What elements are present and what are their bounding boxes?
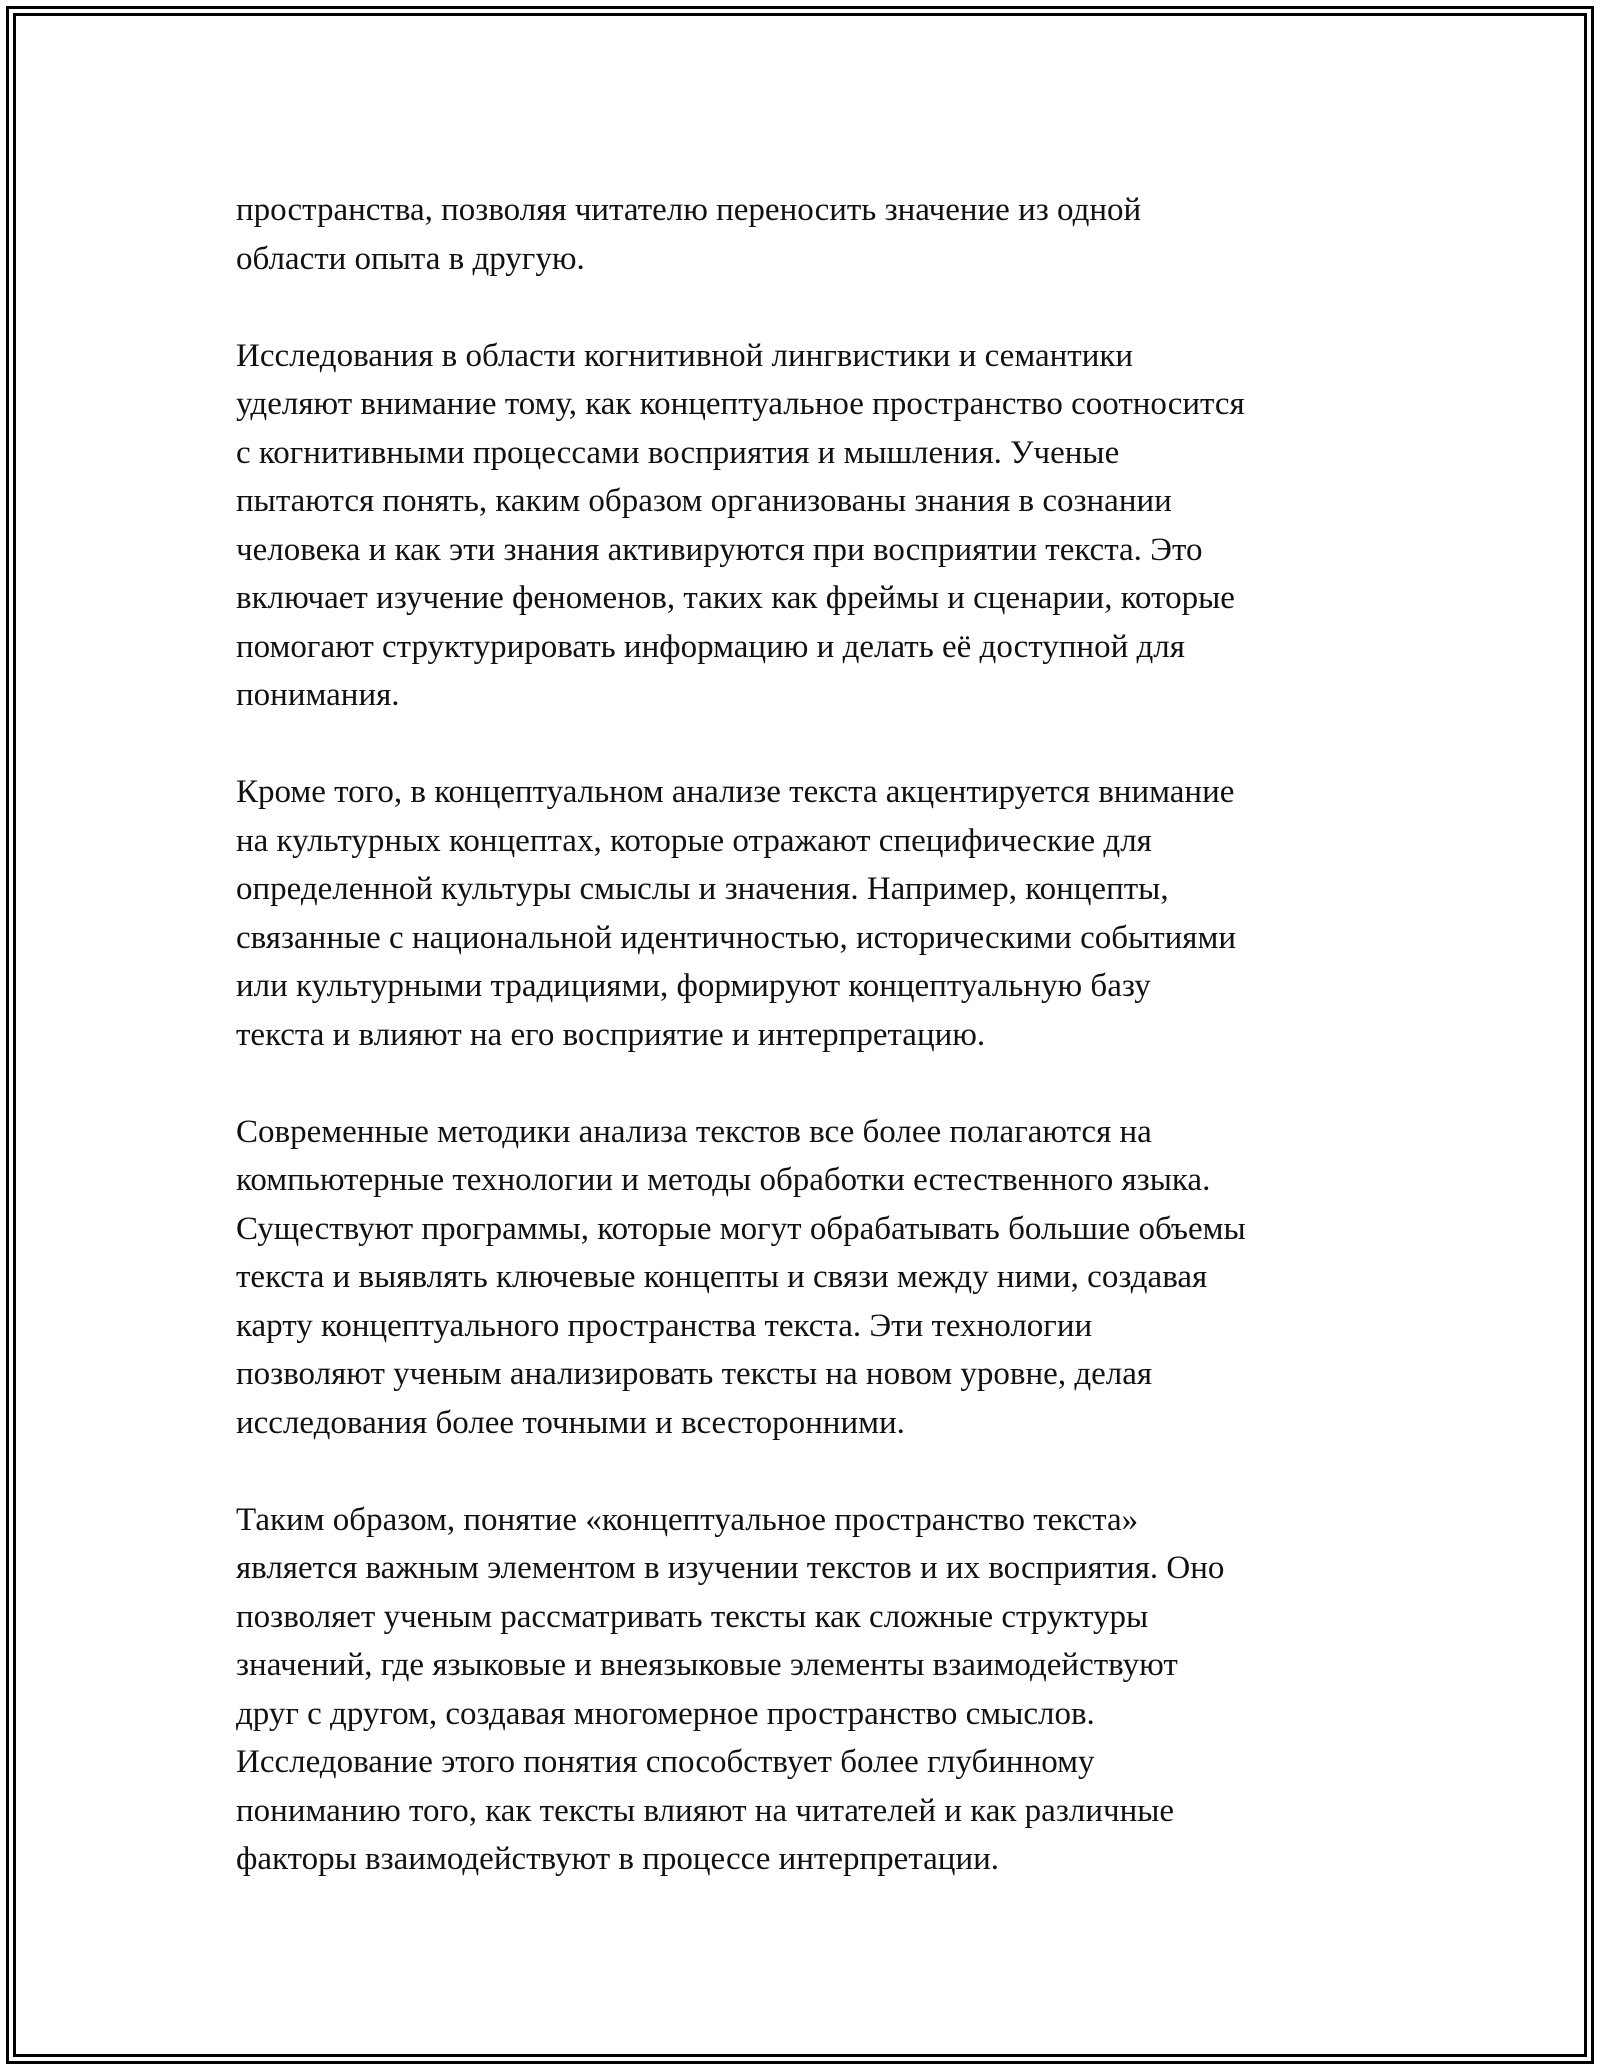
text-line: пониманию того, как тексты влияют на читателей и как различные <box>236 1792 1175 1829</box>
text-line: текста и выявлять ключевые концепты и связи между ними, создавая <box>236 1259 1208 1295</box>
text-line: Современные методики анализа текстов все более полагаются на <box>236 1113 1152 1150</box>
text-line: текста и влияют на его восприятие и интерпретацию. <box>236 1016 986 1053</box>
text-line: пространства, позволяя читателю переносить значение из одной <box>236 192 1142 228</box>
text-line: Исследование этого понятия способствует более глубинному <box>236 1744 1095 1780</box>
text-line: позволяет ученым рассматривать тексты как сложные структуры <box>236 1598 1149 1635</box>
text-line: человека и как эти знания активируются при восприятии текста. Это <box>236 531 1203 568</box>
paragraph-3 <box>236 768 1386 1059</box>
text-line: факторы взаимодействуют в процессе интерпретации. <box>236 1841 1000 1877</box>
text-line: понимания. <box>236 677 400 713</box>
text-line: помогают структурировать информацию и делать её доступной для <box>236 628 1185 665</box>
text-line: Кроме того, в концептуальном анализе текста акцентируется внимание <box>236 774 1235 810</box>
text-line: друг с другом, создавая многомерное пространство смыслов. <box>236 1695 1095 1732</box>
paragraph-2 <box>236 332 1386 720</box>
text-line: определенной культуры смыслы и значения. Например, концепты, <box>236 871 1169 907</box>
text-line: пытаются понять, каким образом организованы знания в сознании <box>236 483 1172 519</box>
text-line: включает изучение феноменов, таких как фреймы и сценарии, которые <box>236 580 1235 616</box>
text-line: Таким образом, понятие «концептуальное пространство текста» <box>236 1501 1139 1538</box>
text-line: позволяют ученым анализировать тексты на новом уровне, делая <box>236 1356 1153 1392</box>
text-line: связанные с национальной идентичностью, историческими событиями <box>236 919 1237 956</box>
text-line: исследования более точными и всесторонними. <box>236 1404 905 1441</box>
text-line: Существуют программы, которые могут обрабатывать большие объемы <box>236 1210 1246 1247</box>
text-line: является важным элементом в изучении текстов и их восприятия. Оно <box>236 1550 1225 1586</box>
text-line: области опыта в другую. <box>236 240 585 277</box>
text-line: значений, где языковые и внеязыковые элементы взаимодействуют <box>236 1647 1178 1683</box>
text-line: на культурных концептах, которые отражают специфические для <box>236 822 1152 859</box>
paragraph-1 <box>236 186 1386 283</box>
paragraph-5 <box>236 1496 1386 1884</box>
text-line: уделяют внимание тому, как концептуальное пространство соотносится <box>236 386 1245 422</box>
document-body <box>236 186 1386 1932</box>
text-line: карту концептуального пространства текста. Эти технологии <box>236 1307 1093 1344</box>
text-line: или культурными традициями, формируют концептуальную базу <box>236 968 1151 1004</box>
text-line: с когнитивными процессами восприятия и мышления. Ученые <box>236 434 1120 471</box>
paragraph-4 <box>236 1108 1386 1448</box>
text-line: компьютерные технологии и методы обработки естественного языка. <box>236 1162 1211 1198</box>
text-line: Исследования в области когнитивной лингвистики и семантики <box>236 337 1134 374</box>
